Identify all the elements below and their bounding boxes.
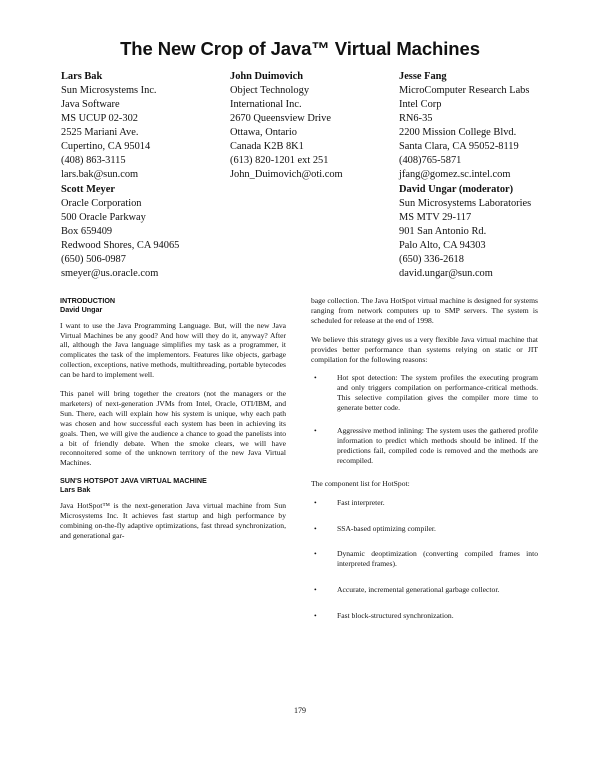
bullet-icon: • (314, 497, 317, 507)
author-line: Sun Microsystems Laboratories (399, 198, 532, 209)
author-card (230, 70, 343, 182)
author-line: Oracle Corporation (61, 198, 142, 209)
list-item (311, 524, 538, 534)
list-item (311, 611, 538, 621)
author-card (61, 183, 179, 281)
list-item (311, 549, 538, 569)
author-email: smeyer@us.oracle.com (61, 268, 159, 279)
list-item-text: Aggressive method inlining: The system uses the gathered profile information to predict which methods should be inlined. If the predictions fail, compiled code is removed and the methods are recompiled. (337, 426, 538, 465)
author-line: 2670 Queensview Drive (230, 113, 331, 124)
list-item-text: Fast block-structured synchronization. (337, 611, 454, 621)
author-card (399, 70, 529, 182)
author-name: Lars Bak (61, 71, 103, 82)
paper-title: The New Crop of Java™ Virtual Machines (120, 38, 480, 59)
author-line: 2525 Mariani Ave. (61, 127, 139, 138)
list-item (311, 426, 538, 466)
feature-list (311, 373, 538, 465)
bullet-icon: • (314, 549, 317, 559)
author-line: Santa Clara, CA 95052-8119 (399, 141, 519, 152)
author-card (399, 183, 531, 281)
author-line: Cupertino, CA 95014 (61, 141, 151, 152)
bullet-icon: • (314, 523, 317, 533)
bullet-icon: • (314, 585, 317, 595)
author-email: david.ungar@sun.com (399, 268, 493, 279)
author-line: Redwood Shores, CA 94065 (61, 240, 180, 251)
section-heading-introduction: INTRODUCTION (60, 296, 116, 305)
author-name: David Ungar (moderator) (399, 184, 514, 195)
author-line: Java Software (61, 99, 120, 110)
author-line: MS MTV 29-117 (399, 212, 472, 223)
author-line: Canada K2B 8K1 (230, 141, 304, 152)
section-heading-hotspot: SUN'S HOTSPOT JAVA VIRTUAL MACHINE (60, 476, 207, 486)
author-line: Sun Microsystems Inc. (61, 85, 157, 96)
author-name: John Duimovich (230, 71, 304, 82)
body-paragraph: We believe this strategy gives us a very flexible Java virtual machine that provides better performance than systems relying on static or JIT compilation for the following reasons: (311, 334, 538, 364)
list-item-text: Dynamic deoptimization (converting compiled frames into interpreted frames). (337, 549, 538, 569)
author-line: MS UCUP 02-302 (61, 113, 138, 124)
author-line: Box 659409 (61, 226, 113, 237)
author-line: (650) 506-0987 (61, 254, 126, 265)
body-paragraph: This panel will bring together the creators (not the managers or the marketers) of next-generation JVMs from Intel, Oracle, OTI/IBM, and Sun. There, each will explain how his system is unique, why each path was chosen and how successful each system has been in achieving its goals. Then, we will give the audience a chance to goad the panelists into a bit of friendly debate. When the smoke clears, we will have reconnoitered some of the unknown territory of the new Java Virtual Machines. (60, 389, 286, 468)
list-item-text: Fast interpreter. (337, 497, 385, 507)
author-line: (613) 820-1201 ext 251 (230, 155, 329, 166)
author-line: Palo Alto, CA 94303 (399, 240, 486, 251)
author-email: lars.bak@sun.com (61, 169, 139, 180)
author-line: RN6-35 (399, 113, 433, 124)
list-item (311, 498, 538, 508)
author-email: jfang@gomez.sc.intel.com (399, 169, 511, 180)
author-name: Scott Meyer (61, 184, 115, 195)
section-byline: Lars Bak (60, 485, 91, 495)
list-item (311, 373, 538, 413)
page-number: 179 (294, 706, 306, 715)
component-list (311, 498, 538, 621)
author-line: 901 San Antonio Rd. (399, 226, 487, 237)
section-byline: David Ungar (60, 304, 103, 314)
list-item-text: SSA-based optimizing compiler. (337, 523, 436, 533)
author-name: Jesse Fang (399, 71, 447, 82)
author-line: (650) 336-2618 (399, 254, 464, 265)
author-line: 500 Oracle Parkway (61, 212, 146, 223)
author-email: John_Duimovich@oti.com (230, 169, 343, 180)
list-item-text: Hot spot detection: The system profiles the executing program and only triggers compilation on performance-critical methods. This selective compilation gives the compiler more time to generate better code. (337, 373, 538, 413)
list-item (311, 585, 538, 595)
body-paragraph: The component list for HotSpot: (311, 478, 410, 488)
author-line: Intel Corp (399, 99, 442, 110)
author-line: 2200 Mission College Blvd. (399, 127, 517, 138)
left-column (60, 297, 286, 550)
list-item-text: Accurate, incremental generational garbage collector. (337, 585, 500, 595)
bullet-icon: • (314, 373, 317, 383)
author-card (61, 70, 157, 182)
author-line: MicroComputer Research Labs (399, 85, 530, 96)
author-line: Object Technology (230, 85, 310, 96)
body-paragraph-split: bage collection. The Java HotSpot virtual machine is designed for systems ranging from network computers up to SMP servers. The system is scheduled for release at the end of 1998. (311, 296, 538, 325)
author-line: International Inc. (230, 99, 302, 110)
body-paragraph: I want to use the Java Programming Language. But, will the new Java Virtual Machines be any good? And how will they do it, anyway? After all, although the Java language simplifies my task as a programmer, it complicates the task of the implementors. Features like objects, garbage collection, exceptions, native methods, multithreading, portable bytecodes can be hard to implement well. (60, 320, 286, 380)
right-column (311, 296, 538, 637)
author-line: (408)765-5871 (399, 155, 462, 166)
bullet-icon: • (314, 426, 317, 436)
bullet-icon: • (314, 611, 317, 621)
body-paragraph-split: Java HotSpot™ is the next-generation Java virtual machine from Sun Microsystems Inc. It achieves fast startup and high performance by combining on-the-fly adaptive optimizations, fast thread synchronization, and generational gar- (60, 500, 286, 540)
author-line: Ottawa, Ontario (230, 127, 297, 138)
author-line: (408) 863-3115 (61, 155, 126, 166)
